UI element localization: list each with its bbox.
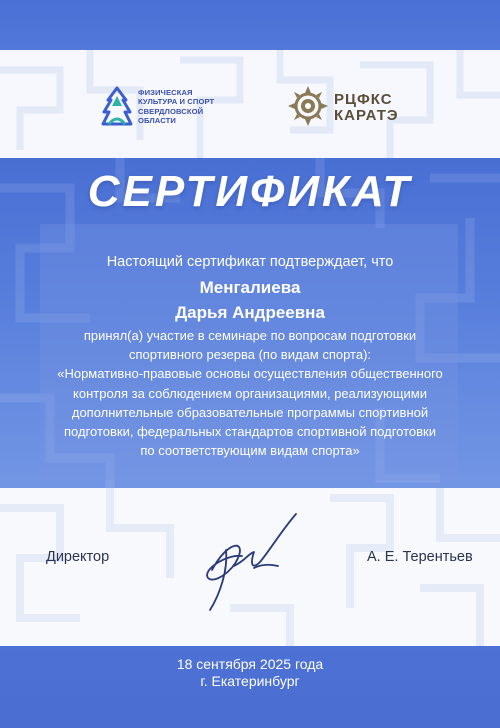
body-line: контроля за соблюдением организациями, реализующими (73, 385, 427, 401)
director-name: А. Е. Терентьев (367, 549, 473, 565)
karate-federation-logo-text: РЦФКС КАРАТЭ (334, 91, 399, 124)
certificate-intro: Настоящий сертификат подтверждает, что (106, 254, 394, 270)
body-line: принял(а) участие в семинаре по вопросам подготовки (83, 328, 417, 343)
sverdlovsk-sport-emblem-icon (100, 86, 134, 128)
director-signature (198, 510, 308, 620)
top-blue-strip (0, 0, 500, 50)
recipient-given-name: Дарья Андреевна (175, 303, 325, 322)
issue-city: г. Екатеринбург (200, 673, 300, 689)
karate-federation-logo (286, 84, 446, 130)
director-label: Директор (46, 549, 110, 565)
certificate-title: СЕРТИФИКАТ (87, 167, 413, 216)
body-line: «Нормативно-правовые основы осуществления общественного (57, 366, 443, 382)
karate-federation-emblem-icon (286, 84, 330, 128)
body-line: спортивного резерва (по видам спорта): (128, 347, 372, 363)
sverdlovsk-sport-logo (100, 86, 250, 130)
body-line: дополнительные образовательные программы спортивной (71, 404, 429, 420)
body-line: подготовки, федеральных стандартов спортивной подготовки (63, 424, 436, 440)
certificate-body (30, 326, 470, 460)
sverdlovsk-sport-logo-text: ФИЗИЧЕСКАЯ КУЛЬТУРА И СПОРТ СВЕРДЛОВСКОЙ ОБЛАСТИ (138, 88, 215, 126)
issue-date: 18 сентября 2025 года (176, 656, 324, 672)
body-line: по соответствующим видам спорта» (140, 443, 360, 459)
recipient-surname: Менгалиева (199, 278, 301, 297)
